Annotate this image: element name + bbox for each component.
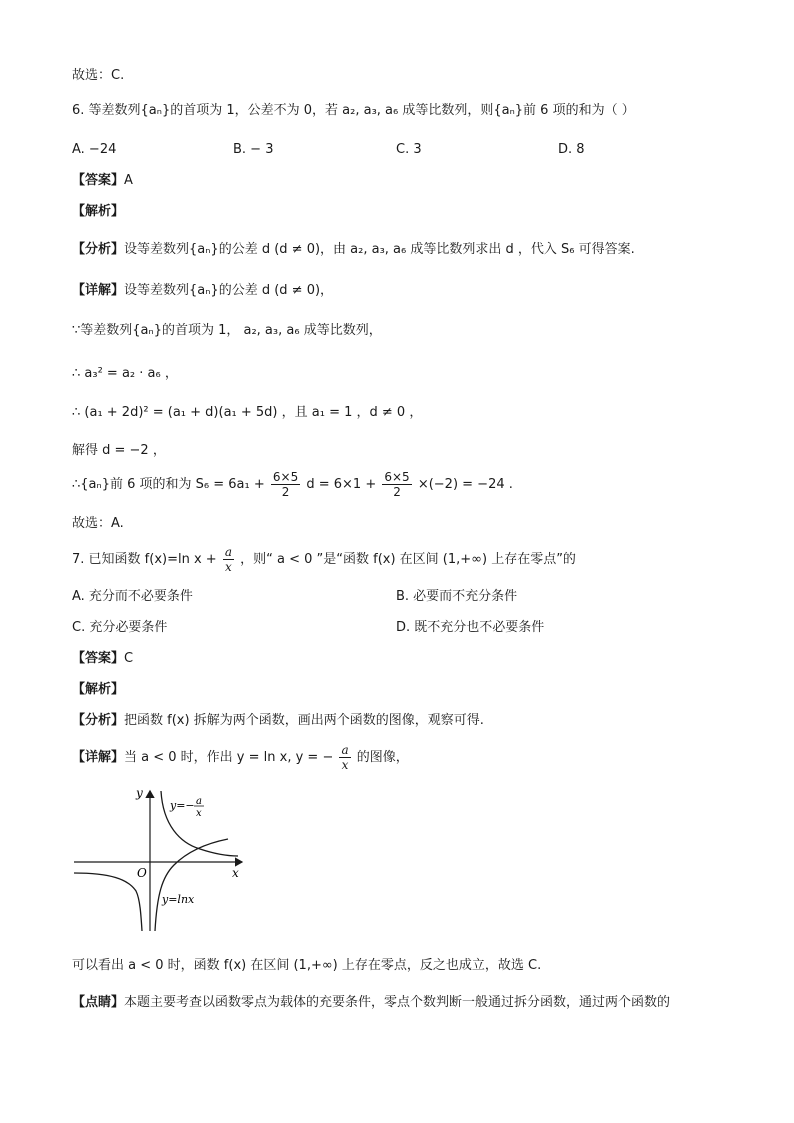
detail-tag: 【详解】 xyxy=(72,750,125,765)
q6-option-c: C. 3 xyxy=(396,142,422,157)
answer-value: A xyxy=(124,173,133,188)
answer-tag: 【答案】 xyxy=(72,651,125,666)
prev-answer-line: 故选：C. xyxy=(72,68,125,83)
q7-stem-part-a: 7. 已知函数 f(x)=ln x + xyxy=(72,552,217,567)
curve-ln-x xyxy=(155,839,228,931)
fenxi-tag: 【分析】 xyxy=(72,713,125,728)
fraction-denominator: x xyxy=(341,758,349,772)
step5-part-a: ∴{aₙ}前 6 项的和为 S₆ = 6a₁ + xyxy=(72,477,265,492)
q6-step-4: 解得 d = −2 ， xyxy=(72,443,166,458)
detail-part-a: 当 a < 0 时，作出 y = ln x, y = − xyxy=(124,750,334,765)
fraction-numerator: a xyxy=(341,743,349,757)
q7-stem xyxy=(72,543,576,577)
curve1-frac-num: a xyxy=(196,796,202,807)
fraction-a-over-x xyxy=(339,743,350,772)
q6-answer xyxy=(72,171,133,191)
step5-part-b: d = 6×1 + xyxy=(306,477,377,492)
q7-analysis-tag: 【解析】 xyxy=(72,682,125,697)
y-axis-label: y xyxy=(136,786,143,800)
detail-tag: 【详解】 xyxy=(72,283,125,298)
q6-choose: 故选：A. xyxy=(72,516,124,531)
fraction-denominator: 2 xyxy=(393,485,401,499)
x-axis-label: x xyxy=(232,866,239,880)
q6-step-5 xyxy=(72,468,513,502)
q6-fenxi xyxy=(72,240,635,260)
fenxi-text: 把函数 f(x) 拆解为两个函数，画出两个函数的图像，观察可得. xyxy=(124,713,484,728)
q7-conclusion: 可以看出 a < 0 时，函数 f(x) 在区间 (1,+∞) 上存在零点，反之也成立，故选 C. xyxy=(72,958,542,973)
q6-option-a: A. −24 xyxy=(72,142,117,157)
q6-step-3: ∴ (a₁ + 2d)² = (a₁ + d)(a₁ + 5d) ，且 a₁ = 1 ，d ≠ 0 ， xyxy=(72,405,423,420)
q6-option-d: D. 8 xyxy=(558,142,585,157)
q7-comment xyxy=(72,993,670,1013)
fraction-numerator: 6×5 xyxy=(384,470,410,484)
q7-option-d: D. 既不充分也不必要条件 xyxy=(396,620,545,635)
curve-neg-a-over-x-left xyxy=(74,873,142,931)
step5-part-c: ×(−2) = −24 . xyxy=(417,477,513,492)
q7-fenxi xyxy=(72,711,484,731)
fraction-denominator: x xyxy=(225,560,232,574)
origin-label: O xyxy=(137,866,147,880)
q7-option-c: C. 充分必要条件 xyxy=(72,620,168,635)
q7-stem-part-b: ，则“ a < 0 ”是“函数 f(x) 在区间 (1,+∞) 上存在零点”的 xyxy=(240,552,576,567)
fraction-6x5-over-2 xyxy=(271,470,300,499)
function-graph xyxy=(70,785,250,935)
comment-tag: 【点睛】 xyxy=(72,995,125,1010)
q7-answer xyxy=(72,649,133,669)
q6-step-1: ∵等差数列{aₙ}的首项为 1， a₂, a₃, a₆ 成等比数列， xyxy=(72,323,382,338)
q7-detail xyxy=(72,741,409,775)
q7-option-a: A. 充分而不必要条件 xyxy=(72,589,193,604)
curve1-label: y=− xyxy=(170,799,195,812)
fraction-6x5-over-2 xyxy=(382,470,411,499)
curve1-frac-den: x xyxy=(196,808,202,819)
fraction-denominator: 2 xyxy=(281,485,290,499)
detail-part-b: 的图像， xyxy=(356,750,409,765)
fenxi-text: 设等差数列{aₙ}的公差 d (d ≠ 0)，由 a₂, a₃, a₆ 成等比数列求出 d ，代入 S₆ 可得答案. xyxy=(124,242,635,257)
fraction-numerator: 6×5 xyxy=(272,470,299,484)
fraction-a-over-x xyxy=(223,545,234,574)
q6-analysis-tag: 【解析】 xyxy=(72,204,125,219)
answer-value: C xyxy=(124,651,134,666)
fenxi-tag: 【分析】 xyxy=(72,242,125,257)
curve2-label: y=lnx xyxy=(162,893,195,906)
q6-step-2: ∴ a₃² = a₂ · a₆ ， xyxy=(72,366,178,381)
fraction-numerator: a xyxy=(224,545,232,559)
q7-option-b: B. 必要而不充分条件 xyxy=(396,589,518,604)
q6-option-b: B. − 3 xyxy=(233,142,274,157)
q6-detail xyxy=(72,281,333,301)
answer-tag: 【答案】 xyxy=(72,173,125,188)
q6-stem: 6. 等差数列{aₙ}的首项为 1，公差不为 0，若 a₂, a₃, a₆ 成等比数列，则{aₙ}前 6 项的和为（ ） xyxy=(72,103,635,118)
detail-text: 设等差数列{aₙ}的公差 d (d ≠ 0)， xyxy=(124,283,334,298)
comment-text: 本题主要考查以函数零点为载体的充要条件，零点个数判断一般通过拆分函数，通过两个函数的 xyxy=(124,995,671,1010)
